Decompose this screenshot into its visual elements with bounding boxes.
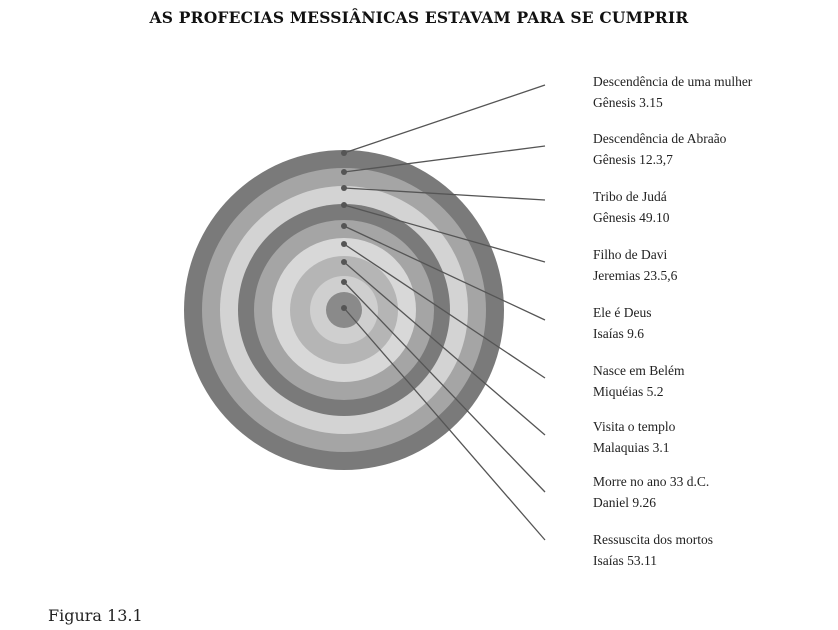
prophecy-event: Tribo de Judá <box>593 189 667 204</box>
prophecy-reference: Miquéias 5.2 <box>593 384 664 399</box>
prophecy-label <box>593 71 752 113</box>
prophecy-reference: Daniel 9.26 <box>593 495 656 510</box>
prophecy-label <box>593 244 677 286</box>
leader-line <box>344 85 545 153</box>
prophecy-event: Morre no ano 33 d.C. <box>593 474 710 489</box>
prophecy-event: Filho de Davi <box>593 247 668 262</box>
prophecy-event: Ele é Deus <box>593 305 652 320</box>
prophecy-label <box>593 186 670 228</box>
prophecy-event: Descendência de uma mulher <box>593 74 753 89</box>
prophecy-reference: Gênesis 3.15 <box>593 95 663 110</box>
prophecy-label <box>593 128 726 170</box>
leader-dot <box>341 185 347 191</box>
leader-dot <box>341 202 347 208</box>
prophecy-event: Ressuscita dos mortos <box>593 532 713 547</box>
leader-dot <box>341 169 347 175</box>
prophecy-label <box>593 360 684 402</box>
prophecy-label <box>593 302 651 344</box>
prophecy-reference: Isaías 53.11 <box>593 553 657 568</box>
prophecy-reference: Jeremias 23.5,6 <box>593 268 678 283</box>
prophecy-label <box>593 529 713 571</box>
prophecy-label <box>593 416 675 458</box>
prophecy-event: Nasce em Belém <box>593 363 685 378</box>
leader-dot <box>341 241 347 247</box>
leader-dot <box>341 279 347 285</box>
prophecy-reference: Isaías 9.6 <box>593 326 644 341</box>
prophecy-event: Descendência de Abraão <box>593 131 727 146</box>
leader-dot <box>341 223 347 229</box>
leader-dot <box>341 259 347 265</box>
leader-dot <box>341 150 347 156</box>
prophecy-reference: Malaquias 3.1 <box>593 440 670 455</box>
leader-dot <box>341 305 347 311</box>
figure-caption: Figura 13.1 <box>48 606 143 625</box>
page-title: AS PROFECIAS MESSIÂNICAS ESTAVAM PARA SE CUMPRIR <box>149 8 689 27</box>
prophecy-reference: Gênesis 12.3,7 <box>593 152 673 167</box>
prophecy-event: Visita o templo <box>593 419 676 434</box>
prophecy-label <box>593 471 709 513</box>
prophecy-reference: Gênesis 49.10 <box>593 210 670 225</box>
